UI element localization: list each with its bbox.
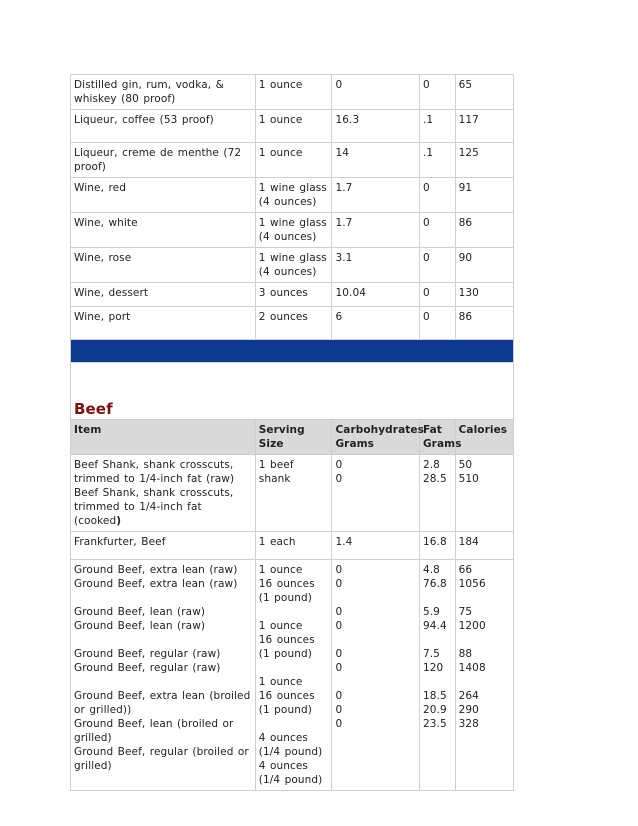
- value: 20.9: [422, 704, 447, 716]
- section-title-beef: Beef: [74, 400, 113, 418]
- serving-cell: 1 ounce: [255, 75, 332, 110]
- table-row: [71, 110, 514, 143]
- item-cell: Wine, port: [71, 307, 256, 340]
- serving-text: 16 ounces (1 pound): [258, 690, 315, 716]
- item-cell: Distilled gin, rum, vodka, & whiskey (80 proof): [71, 75, 256, 110]
- item-cell: [71, 560, 256, 791]
- table-row: [71, 560, 514, 791]
- serving-text: 16 ounces (1 pound): [258, 578, 315, 604]
- table-row: [71, 283, 514, 307]
- item-text: Ground Beef, lean (raw): [74, 606, 206, 618]
- calories-cell: 184: [455, 532, 513, 560]
- value: 4.8: [422, 564, 440, 576]
- value: 0: [335, 704, 343, 716]
- serving-text: 1 ounce: [258, 676, 303, 688]
- liquor-table: [70, 74, 514, 791]
- value: 120: [422, 662, 444, 674]
- item-cell: Wine, dessert: [71, 283, 256, 307]
- item-text: Ground Beef, extra lean (raw): [74, 564, 238, 576]
- serving-cell: 1 ounce: [255, 110, 332, 143]
- carbs-cell: [332, 560, 420, 791]
- item-cell: Frankfurter, Beef: [71, 532, 256, 560]
- value: 1056: [458, 578, 486, 590]
- value: 328: [458, 718, 479, 730]
- item-cell: [71, 455, 256, 532]
- calories-cell: [455, 455, 513, 532]
- carbs-cell: [332, 455, 420, 532]
- fat-cell: .1: [419, 143, 455, 178]
- serving-text: 16 ounces (1 pound): [258, 634, 315, 660]
- nutrition-document: [70, 74, 514, 791]
- value: 76.8: [422, 578, 447, 590]
- serving-cell: 1 beef shank: [255, 455, 332, 532]
- table-header-row: [71, 420, 514, 455]
- calories-cell: 91: [455, 178, 513, 213]
- serving-cell: 2 ounces: [255, 307, 332, 340]
- value: 0: [335, 690, 343, 702]
- item-text: Ground Beef, regular (broiled or grilled): [74, 746, 249, 772]
- fat-cell: 16.8: [419, 532, 455, 560]
- item-text: Ground Beef, lean (raw): [74, 620, 206, 632]
- serving-cell: [255, 560, 332, 791]
- value: 2.8: [422, 459, 440, 471]
- table-row: [71, 213, 514, 248]
- calories-cell: 86: [455, 213, 513, 248]
- value: 7.5: [422, 648, 440, 660]
- value: 75: [458, 606, 473, 618]
- calories-cell: 117: [455, 110, 513, 143]
- serving-cell: 1 ounce: [255, 143, 332, 178]
- fat-cell: 0: [419, 248, 455, 283]
- carbs-cell: 1.7: [332, 213, 420, 248]
- value: 0: [335, 459, 343, 471]
- value: 28.5: [422, 473, 447, 485]
- serving-text: 1 ounce: [258, 564, 303, 576]
- item-text: Ground Beef, extra lean (raw): [74, 578, 238, 590]
- calories-cell: 90: [455, 248, 513, 283]
- fat-cell: .1: [419, 110, 455, 143]
- table-row: [71, 75, 514, 110]
- fat-cell: [419, 455, 455, 532]
- value: 88: [458, 648, 473, 660]
- value: 5.9: [422, 606, 440, 618]
- table-row: [71, 455, 514, 532]
- section-heading-row: [71, 363, 514, 420]
- serving-text: 4 ounces (1/4 pound): [258, 732, 323, 758]
- value: 94.4: [422, 620, 447, 632]
- carbs-cell: 10.04: [332, 283, 420, 307]
- section-divider: [71, 340, 514, 363]
- fat-cell: 0: [419, 178, 455, 213]
- table-row: [71, 532, 514, 560]
- calories-cell: 125: [455, 143, 513, 178]
- fat-cell: [419, 560, 455, 791]
- header-serving: Serving Size: [255, 420, 332, 455]
- value: 0: [335, 578, 343, 590]
- fat-cell: 0: [419, 307, 455, 340]
- item-text-close: ): [116, 515, 122, 527]
- table-row: [71, 307, 514, 340]
- carbs-cell: 1.4: [332, 532, 420, 560]
- fat-cell: 0: [419, 213, 455, 248]
- value: 18.5: [422, 690, 447, 702]
- value: 1408: [458, 662, 486, 674]
- value: 0: [335, 648, 343, 660]
- value: 0: [335, 662, 343, 674]
- value: 0: [335, 473, 343, 485]
- value: 264: [458, 690, 479, 702]
- section-heading-cell: [71, 363, 514, 420]
- value: 290: [458, 704, 479, 716]
- serving-cell: 1 each: [255, 532, 332, 560]
- calories-cell: 130: [455, 283, 513, 307]
- header-carbs: Carbohydrates Grams: [332, 420, 420, 455]
- header-calories: Calories: [455, 420, 513, 455]
- blue-band: [71, 340, 514, 363]
- table-row: [71, 248, 514, 283]
- value: 1200: [458, 620, 486, 632]
- calories-cell: 65: [455, 75, 513, 110]
- carbs-cell: 1.7: [332, 178, 420, 213]
- item-text: Ground Beef, lean (broiled or grilled): [74, 718, 234, 744]
- value: 23.5: [422, 718, 447, 730]
- item-text: Ground Beef, extra lean (broiled or grilled)): [74, 690, 251, 716]
- item-text: Ground Beef, regular (raw): [74, 662, 221, 674]
- serving-cell: 1 wine glass (4 ounces): [255, 178, 332, 213]
- value: 0: [335, 564, 343, 576]
- value: 50: [458, 459, 473, 471]
- calories-cell: 86: [455, 307, 513, 340]
- item-cell: Liqueur, coffee (53 proof): [71, 110, 256, 143]
- item-cell: Wine, rose: [71, 248, 256, 283]
- item-text: Ground Beef, regular (raw): [74, 648, 221, 660]
- value: 66: [458, 564, 473, 576]
- item-cell: Wine, white: [71, 213, 256, 248]
- carbs-cell: 0: [332, 75, 420, 110]
- carbs-cell: 14: [332, 143, 420, 178]
- fat-cell: 0: [419, 283, 455, 307]
- carbs-cell: 16.3: [332, 110, 420, 143]
- serving-cell: 1 wine glass (4 ounces): [255, 248, 332, 283]
- value: 0: [335, 606, 343, 618]
- value: 0: [335, 718, 343, 730]
- calories-cell: [455, 560, 513, 791]
- table-row: [71, 178, 514, 213]
- header-item: Item: [71, 420, 256, 455]
- item-text: Beef Shank, shank crosscuts, trimmed to 1/4-inch fat (raw): [74, 459, 235, 485]
- value: 510: [458, 473, 479, 485]
- table-row: [71, 143, 514, 178]
- header-fat: Fat Grams: [419, 420, 455, 455]
- carbs-cell: 3.1: [332, 248, 420, 283]
- item-text: Beef Shank, shank crosscuts, trimmed to 1/4-inch fat (cooked: [74, 487, 234, 527]
- serving-cell: 1 wine glass (4 ounces): [255, 213, 332, 248]
- item-cell: Wine, red: [71, 178, 256, 213]
- carbs-cell: 6: [332, 307, 420, 340]
- serving-text: 1 ounce: [258, 620, 303, 632]
- fat-cell: 0: [419, 75, 455, 110]
- serving-cell: 3 ounces: [255, 283, 332, 307]
- serving-text: 4 ounces (1/4 pound): [258, 760, 323, 786]
- item-cell: Liqueur, creme de menthe (72 proof): [71, 143, 256, 178]
- value: 0: [335, 620, 343, 632]
